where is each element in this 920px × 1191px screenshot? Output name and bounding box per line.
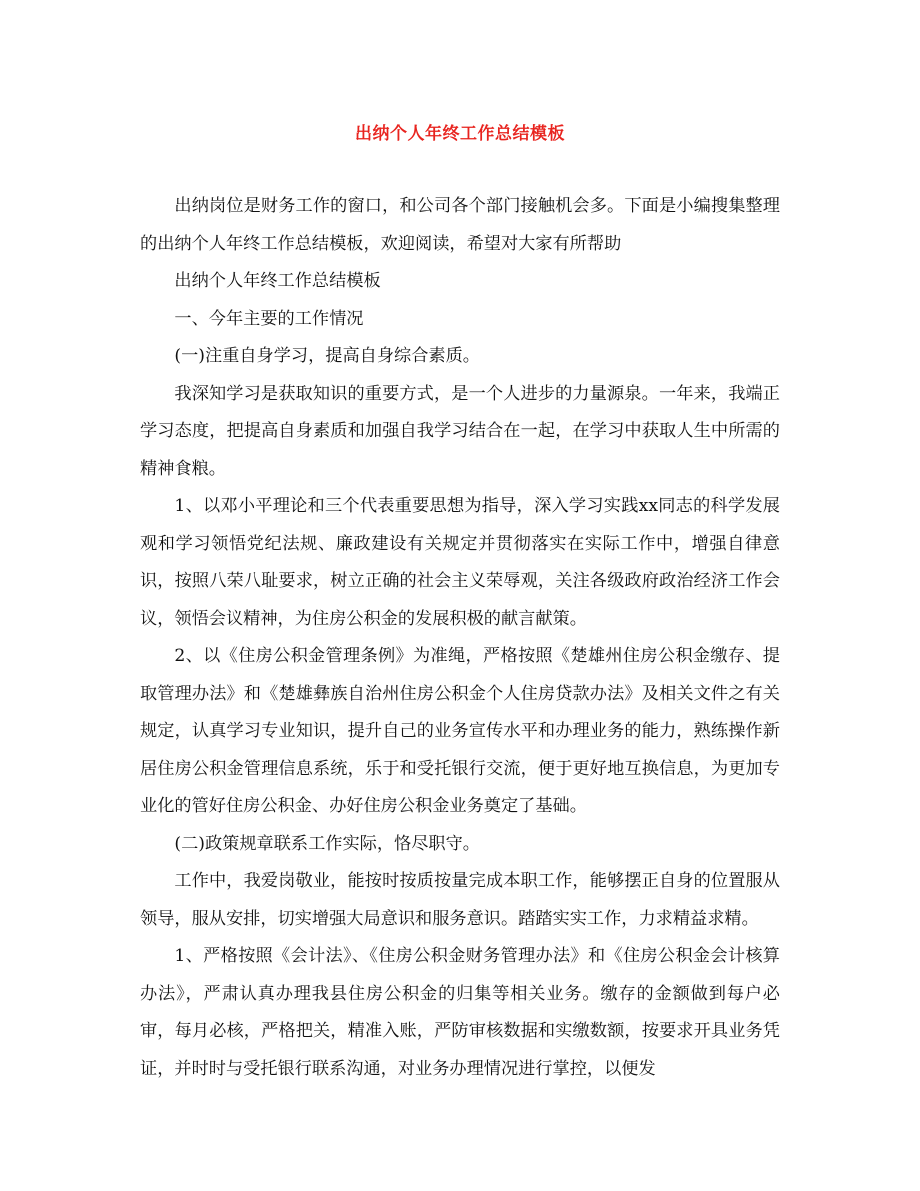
paragraph-subsection-two: (二)政策规章联系工作实际，恪尽职守。 xyxy=(174,833,480,854)
document-body xyxy=(140,188,780,1088)
paragraph-subsection-one: (一)注重自身学习，提高自身综合素质。 xyxy=(174,346,480,366)
paragraph-learning: 我深知学习是获取知识的重要方式，是一个人进步的力量源泉。一年来，我端正学习态度，把提高自身素质和加强自我学习结合在一起，在学习中获取人生中所需的精神食粮。 xyxy=(140,383,780,479)
paragraph-item-3: 1、严格按照《会计法》、《住房公积金财务管理办法》和《住房公积金会计核算办法》，严肃认真办理我县住房公积金的归集等相关业务。缴存的金额做到每户必审，每月必核，严格把关，精准入账，严防审核数据和实缴数额，按要求开具业务凭证，并时时与受托银行联系沟通，对业务办理情况进行掌控，以便发 xyxy=(140,946,780,1079)
paragraph-intro: 出纳岗位是财务工作的窗口，和公司各个部门接触机会多。下面是小编搜集整理的出纳个人年终工作总结模板，欢迎阅读，希望对大家有所帮助 xyxy=(140,196,780,254)
paragraph-item-2: 2、以《住房公积金管理条例》为准绳，严格按照《楚雄州住房公积金缴存、提取管理办法》和《楚雄彝族自治州住房公积金个人住房贷款办法》及相关文件之有关规定，认真学习专业知识，提升自己的业务宣传水平和办理业务的能力，熟练操作新居住房公积金管理信息系统，乐于和受托银行交流，便于更好地互换信息，为更加专业化的管好住房公积金、办好住房公积金业务奠定了基础。 xyxy=(140,646,780,816)
document-title: 出纳个人年终工作总结模板 xyxy=(355,124,565,144)
paragraph-heading-template: 出纳个人年终工作总结模板 xyxy=(174,271,381,291)
paragraph-section-one: 一、今年主要的工作情况 xyxy=(174,308,364,329)
paragraph-work: 工作中，我爱岗敬业，能按时按质按量完成本职工作，能够摆正自身的位置服从领导，服从安排，切实增强大局意识和服务意识。踏踏实实工作，力求精益求精。 xyxy=(140,871,780,929)
paragraph-item-1: 1、以邓小平理论和三个代表重要思想为指导，深入学习实践xx同志的科学发展观和学习领悟党纪法规、廉政建设有关规定并贯彻落实在实际工作中，增强自律意识，按照八荣八耻要求，树立正确的社会主义荣辱观，关注各级政府政治经济工作会议，领悟会议精神，为住房公积金的发展积极的献言献策。 xyxy=(140,496,780,629)
